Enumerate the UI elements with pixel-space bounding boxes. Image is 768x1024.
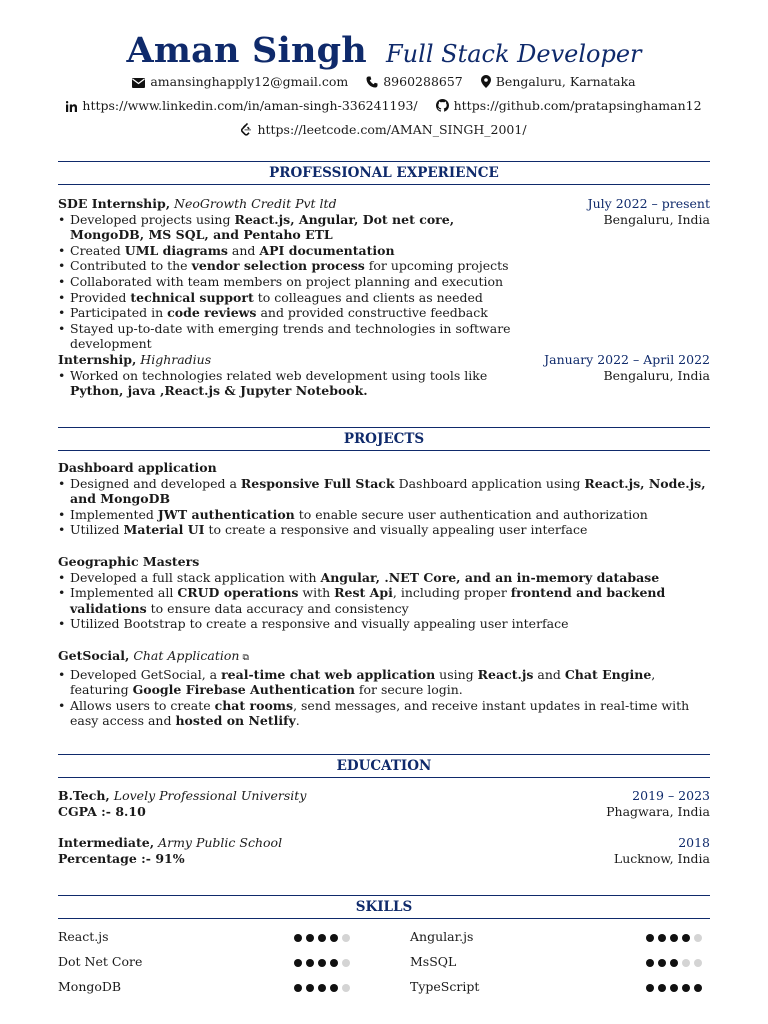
skill-rating [646, 984, 702, 992]
rating-dot-filled [330, 959, 338, 967]
leetcode-text: https://leetcode.com/AMAN_SINGH_2001/ [257, 122, 527, 137]
section-title-education: EDUCATION [58, 754, 710, 778]
rating-dot-filled [318, 934, 326, 942]
rating-dot-filled [670, 984, 678, 992]
external-link-icon[interactable]: ⧉ [242, 653, 249, 663]
section-title-skills: SKILLS [58, 895, 710, 919]
rating-dot-filled [318, 984, 326, 992]
rating-dot-filled [658, 959, 666, 967]
rating-dot-filled [682, 984, 690, 992]
rating-dot-empty [694, 934, 702, 942]
company-name: NeoGrowth Credit Pvt ltd [174, 196, 337, 211]
candidate-role: Full Stack Developer [386, 40, 642, 68]
education-date: 2018 [678, 835, 710, 850]
rating-dot-filled [330, 934, 338, 942]
job-title: SDE Internship, [58, 196, 171, 211]
list-item: • Developed GetSocial, a real-time chat web application using React.js and Chat Engine, featuring Google Firebase Authentication for secure login. [58, 667, 710, 698]
location-text: Bengaluru, Karnataka [495, 74, 636, 89]
education-date: 2019 – 2023 [632, 788, 710, 803]
skill-name: Angular.js [410, 929, 474, 944]
rating-dot-filled [318, 959, 326, 967]
skill-name: MongoDB [58, 979, 122, 994]
rating-dot-filled [294, 959, 302, 967]
rating-dot-filled [658, 984, 666, 992]
list-item: • Allows users to create chat rooms, send messages, and receive instant updates in real-time with easy access and hosted on Netlify. [58, 698, 710, 729]
skill-rating [294, 984, 350, 992]
skill-rating [294, 959, 350, 967]
list-item: • Worked on technologies related web development using tools like Python, java ,React.js & Jupyter Notebook. [58, 368, 530, 399]
project-subtitle: Chat Application [133, 648, 240, 663]
skill-name: React.js [58, 929, 109, 944]
rating-dot-filled [682, 934, 690, 942]
rating-dot-empty [342, 959, 350, 967]
skill-rating [646, 934, 702, 942]
section-title-experience: PROFESSIONAL EXPERIENCE [58, 161, 710, 185]
rating-dot-empty [694, 959, 702, 967]
email-text: amansinghapply12@gmail.com [150, 74, 349, 89]
list-item: • Utilized Material UI to create a responsive and visually appealing user interface [58, 522, 710, 538]
rating-dot-filled [658, 934, 666, 942]
rating-dot-empty [342, 984, 350, 992]
rating-dot-filled [294, 984, 302, 992]
list-item: • Implemented JWT authentication to enable secure user authentication and authorization [58, 507, 710, 523]
rating-dot-filled [294, 934, 302, 942]
skills-grid [58, 0, 710, 1024]
github-text: https://github.com/pratapsinghaman12 [453, 98, 702, 113]
rating-dot-filled [646, 934, 654, 942]
linkedin-text: https://www.linkedin.com/in/aman-singh-336241193/ [82, 98, 418, 113]
list-item: • Utilized Bootstrap to create a responsive and visually appealing user interface [58, 616, 710, 632]
job-location: Bengaluru, India [603, 367, 710, 383]
company-name: Highradius [140, 352, 212, 367]
rating-dot-filled [646, 984, 654, 992]
score: CGPA :- 8.10 [58, 803, 146, 819]
rating-dot-empty [342, 934, 350, 942]
phone-text: 8960288657 [383, 74, 463, 89]
list-item: • Created UML diagrams and API documentation [58, 243, 530, 259]
rating-dot-filled [306, 984, 314, 992]
list-item: • Provided technical support to colleagues and clients as needed [58, 290, 530, 306]
skill-name: MsSQL [410, 954, 457, 969]
list-item: • Designed and developed a Responsive Full Stack Dashboard application using React.js, Node.js, and MongoDB [58, 476, 710, 507]
candidate-name: Aman Singh [126, 30, 367, 71]
rating-dot-filled [306, 959, 314, 967]
rating-dot-filled [694, 984, 702, 992]
rating-dot-filled [670, 934, 678, 942]
education-location: Phagwara, India [606, 803, 710, 819]
rating-dot-filled [330, 984, 338, 992]
rating-dot-empty [682, 959, 690, 967]
rating-dot-filled [670, 959, 678, 967]
list-item: • Developed projects using React.js, Angular, Dot net core, MongoDB, MS SQL, and Pentaho ETL [58, 212, 530, 243]
section-title-projects: PROJECTS [58, 427, 710, 451]
job-title: Internship, [58, 352, 137, 367]
job-date: January 2022 – April 2022 [544, 352, 710, 367]
list-item: • Implemented all CRUD operations with Rest Api, including proper frontend and backend validations to ensure data accuracy and consistency [58, 585, 710, 616]
education-location: Lucknow, India [613, 850, 710, 866]
rating-dot-filled [306, 934, 314, 942]
rating-dot-filled [646, 959, 654, 967]
degree: Intermediate, [58, 835, 155, 850]
project-title: Geographic Masters [58, 554, 200, 569]
skill-name: TypeScript [410, 979, 480, 994]
list-item: • Developed a full stack application with Angular, .NET Core, and an in-memory database [58, 570, 710, 586]
list-item: • Contributed to the vendor selection process for upcoming projects [58, 258, 530, 274]
school-name: Lovely Professional University [113, 788, 307, 803]
score: Percentage :- 91% [58, 850, 185, 866]
degree: B.Tech, [58, 788, 110, 803]
project-title: GetSocial, [58, 648, 130, 663]
list-item: • Collaborated with team members on project planning and execution [58, 274, 530, 290]
skill-rating [646, 959, 702, 967]
skill-rating [294, 934, 350, 942]
job-location: Bengaluru, India [603, 211, 710, 227]
project-title: Dashboard application [58, 460, 217, 475]
list-item: • Participated in code reviews and provided constructive feedback [58, 305, 530, 321]
skill-name: Dot Net Core [58, 954, 143, 969]
list-item: • Stayed up-to-date with emerging trends and technologies in software development [58, 321, 590, 352]
school-name: Army Public School [158, 835, 283, 850]
job-date: July 2022 – present [587, 196, 710, 211]
